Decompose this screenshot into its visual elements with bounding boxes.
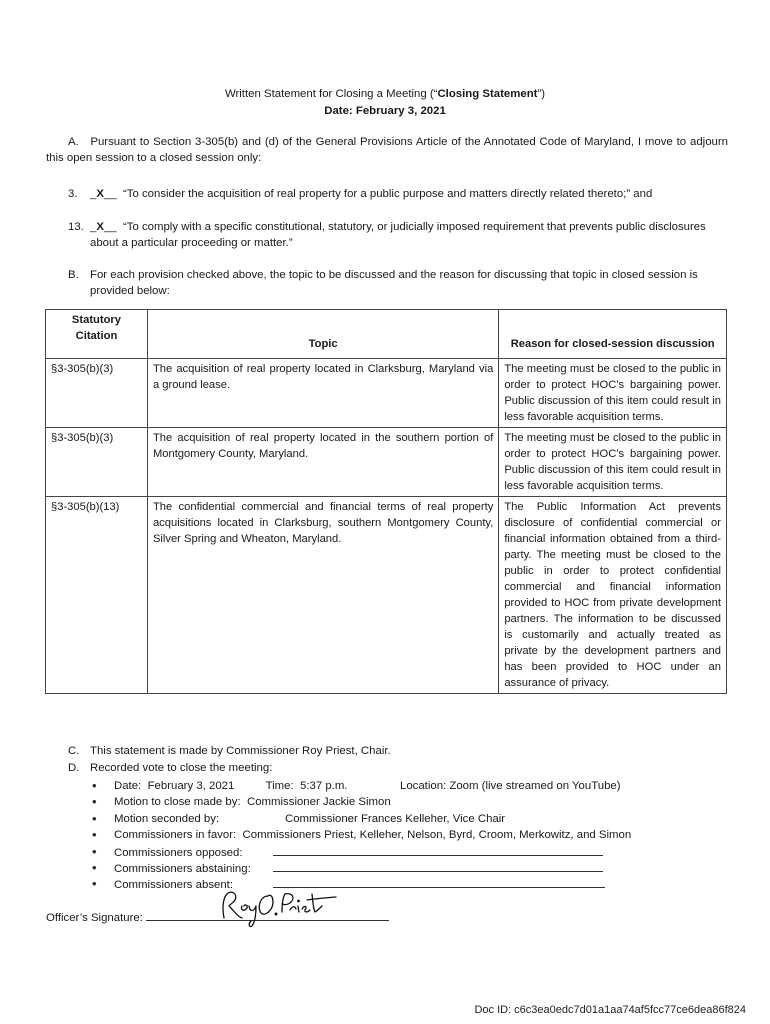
section-b-letter: B.: [68, 269, 79, 281]
title-line: [0, 86, 770, 103]
opposed-blank-line: [273, 844, 603, 856]
section-d: [68, 760, 728, 776]
row-reason: The meeting must be closed to the public in order to protect HOC’s bargaining power. Public discussion of this item could result in less favorable acquisition terms.: [499, 359, 727, 428]
provision-13: [68, 219, 728, 251]
table-row: [46, 359, 727, 428]
time-label: Time:: [265, 780, 294, 792]
title-suffix: ”): [537, 88, 546, 100]
statutory-table: [45, 309, 727, 694]
section-d-text: Recorded vote to close the meeting:: [90, 762, 273, 774]
check-blank-post: __: [103, 221, 117, 233]
vote-item-favor: [92, 827, 732, 843]
title-prefix: Written Statement for Closing a Meeting (“: [224, 88, 438, 100]
favor-value: Commissioners Priest, Kelleher, Nelson, Byrd, Croom, Merkowitz, and Simon: [242, 829, 632, 842]
provision-text: “To comply with a specific constitutional, statutory, or judicially imposed requirement that prevents public disclosures about a particular proceeding or matter.”: [90, 221, 706, 249]
row-reason: The meeting must be closed to the public in order to protect HOC’s bargaining power. Public discussion of this item could result in less favorable acquisition terms.: [499, 428, 727, 497]
absent-blank-line: [273, 876, 605, 888]
vote-item-seconded: [92, 811, 732, 827]
abstaining-blank-line: [273, 860, 603, 872]
handwritten-signature: [218, 888, 338, 928]
document-title: [0, 86, 770, 120]
document-date: Date: February 3, 2021: [324, 105, 446, 117]
vote-item-motion: [92, 794, 732, 810]
check-mark: X: [96, 188, 104, 200]
table-row: [46, 428, 727, 497]
favor-label: Commissioners in favor:: [114, 829, 237, 842]
vote-item-opposed: [92, 844, 732, 860]
row-topic: The acquisition of real property located in Clarksburg, Maryland via a ground lease.: [147, 359, 498, 428]
seconded-label: Motion seconded by:: [114, 812, 220, 825]
row-topic: The acquisition of real property located in the southern portion of Montgomery County, Maryland.: [147, 428, 498, 497]
doc-id: Doc ID: c6c3ea0edc7d01a1aa74af5fcc77ce6dea86f824: [474, 1004, 746, 1016]
section-b-text: For each provision checked above, the topic to be discussed and the reason for discussing that topic in closed session is provided below:: [90, 269, 698, 297]
date-label: Date:: [114, 780, 142, 792]
section-d-letter: D.: [68, 762, 80, 774]
provision-number: 3.: [68, 188, 78, 200]
row-reason: The Public Information Act prevents disclosure of confidential commercial or financial information obtained from a third-party. The meeting must be closed to the public in order to protect confidential commercial and financial information provided to HOC from private development partners. The information to be discussed is customarily and actually treated as private by the development partners and has been provided to HOC under an assurance of privacy.: [499, 497, 727, 694]
signature-label: Officer’s Signature:: [46, 912, 143, 924]
section-c-letter: C.: [68, 745, 80, 757]
vote-item-absent: [92, 876, 732, 892]
check-mark: X: [96, 221, 104, 233]
section-a: [46, 134, 728, 166]
header-citation: Statutory Citation: [46, 310, 148, 359]
check-blank-pre: _: [90, 221, 97, 233]
location-value: Zoom (live streamed on YouTube): [449, 780, 621, 792]
provision-body: [90, 219, 728, 251]
section-b: [68, 267, 728, 299]
provision-body: [90, 186, 728, 202]
section-c: [68, 743, 728, 759]
header-reason: Reason for closed-session discussion: [499, 310, 727, 359]
check-blank-pre: _: [90, 188, 97, 200]
abstaining-label: Commissioners abstaining:: [114, 862, 251, 875]
header-topic: Topic: [147, 310, 498, 359]
absent-label: Commissioners absent:: [114, 879, 234, 892]
section-a-text: Pursuant to Section 3-305(b) and (d) of the General Provisions Article of the Annotated Code of Maryland, I move to adjourn this open session to a closed session only:: [46, 136, 728, 164]
section-a-letter: A.: [68, 136, 79, 148]
provision-3: [68, 186, 728, 202]
row-citation: §3-305(b)(13): [46, 497, 148, 694]
check-blank-post: __: [103, 188, 117, 200]
title-bold: Closing Statement: [437, 88, 538, 100]
provision-number: 13.: [68, 221, 84, 233]
motion-value: Commissioner Jackie Simon: [246, 796, 391, 809]
row-citation: §3-305(b)(3): [46, 359, 148, 428]
vote-item-abstaining: [92, 860, 732, 876]
row-citation: §3-305(b)(3): [46, 428, 148, 497]
seconded-value: Commissioner Frances Kelleher, Vice Chair: [285, 812, 506, 825]
motion-label: Motion to close made by:: [114, 796, 241, 809]
table-header-row: [46, 310, 727, 359]
row-topic: The confidential commercial and financial terms of real property acquisitions located in Clarksburg, southern Montgomery County, Silver Spring and Wheaton, Maryland.: [147, 497, 498, 694]
location-label: Location:: [399, 780, 447, 792]
provision-text: “To consider the acquisition of real property for a public purpose and matters directly related thereto;” and: [122, 188, 653, 200]
date-value: February 3, 2021: [147, 780, 235, 792]
opposed-label: Commissioners opposed:: [114, 846, 243, 859]
table-row: [46, 497, 727, 694]
section-c-text: This statement is made by Commissioner Roy Priest, Chair.: [90, 745, 391, 757]
vote-item-date: [92, 778, 732, 794]
vote-list: [92, 778, 732, 893]
time-value: 5:37 p.m.: [299, 780, 348, 792]
